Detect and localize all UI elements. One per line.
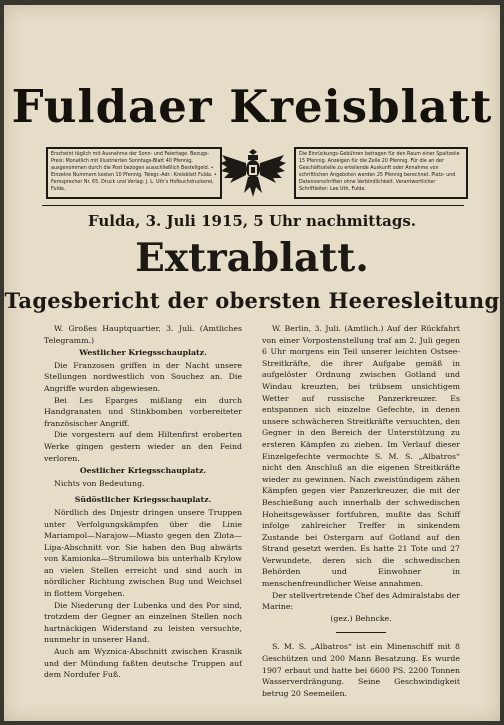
masthead-rule (42, 205, 464, 206)
signature-line: Der stellvertretende Chef des Admiralstabs der Marine: (262, 590, 460, 612)
section-heading-west: Westlicher Kriegsschauplatz. (79, 348, 207, 358)
column-divider (336, 632, 386, 633)
paragraph: Nördlich des Dnjestr dringen unsere Truppen unter Verfolgungskämpfen über die Linie Mariampol—Narajow—Miasto gegen den Zlota—Lipa-Abschnitt vor. Sie haben den Bug abwärts von Kamionka—Strumilowa bis unterhalb Krylow an vielen Stellen erreicht und sind auch in nördlicher Richtung zwischen Bug und Weichsel in flottem Vorgehen. (44, 507, 242, 599)
paragraph: Die vorgestern auf dem Hiltenfirst eroberten Werke gingen gestern wieder an den Feind verloren. (44, 430, 242, 463)
paragraph: Bei Les Eparges mißlang ein durch Handgranaten und Stinkbomben vorbereiteter französischer Angriff. (44, 395, 242, 428)
naval-report: W. Berlin, 3. Juli. (Amtlich.) Auf der Rückfahrt von einer Vorpostenstellung traf am 2. Juli gegen 6 Uhr morgens ein Teil unserer leichten Ostsee-Streitkräfte, die ihrer Aufgabe gemäß in aufgelöster Ordnung zwischen Gotland und Windau kreuzten, bei trübsem unsichtigem Wetter auf russische Panzerkreuzer. Es entspannen sich einzelne Gefechte, in denen unsere schwächeren Streitkräfte versuchten, den Gegner in den Bereich der Unterstützung zu ersteren Kämpfen zu ziehen. Im Verlauf dieser Einzelgefechte vermochte S. M. S. „Albatros“ nicht den Anschluß an die eigenen Streitkräfte wieder zu gewinnen. Nach zweistündigem zähen Kämpfen gegen vier Panzerkreuzer, die mit der Beschießung auch innerhalb der schwedischen Hoheitsgewässer fortfuhren, mußte das Schiff infolge zahlreicher Treffer in sinkendem Zustande bei Ostergarn auf Gotland auf den Strand gesetzt werden. Es hatte 21 Tote und 27 Verwundete, deren sich die schwedischen Behörden und Einwohner in menschenfreundlicher Weise annahmen. (262, 324, 460, 589)
paragraph: Die Niederung der Lubenka und des Por sind, trotzdem der Gegner an einzelnen Stellen noch hartnäckigen Widerstand zu leisten versuchte, nunmehr in unserer Hand. (44, 600, 242, 645)
eagle-emblem-icon (218, 143, 288, 201)
advertising-info-box: Die Einrückungs-Gebühren betragen für den Raum einer Spaltzeile 15 Pfennig. Anzeigen für die Zeile 20 Pfennig. Für die an der Geschäftsstelle zu erteilende Auskunft oder Annahme von schriftlichen Angeboten werden 25 Pfennig berechnet. Platz- und Datenvorschriften ohne Verbindlichkeit. Verantwortlicher Schriftleiter: Lee Uth, Fulda. (294, 147, 468, 199)
main-headline: Tagesbericht der obersten Heeresleitung (4, 288, 500, 313)
dateline: Fulda, 3. Juli 1915, 5 Uhr nachmittags. (87, 212, 417, 230)
subscription-info-box: Erscheint täglich mit Ausnahme der Sonn- und Feiertage. Bezugs-Preis: Monatlich mit illustrierten Sonntags-Blatt 40 Pfennig, ausgenommen durch die Post bezogen ausschließlich Bestellgeld. • Einzelne Nummern kosten 10 Pfennig. Telegr.-Adr.: Kreisblatt Fulda. • Fernsprecher Nr. 65. Druck und Verlag: J. L. Uth's Hofbuchdruckerei, Fulda. (46, 147, 222, 199)
extrablatt-title: Extrablatt. (135, 235, 369, 281)
paragraph: Die Franzosen griffen in der Nacht unsere Stellungen nordwestlich von Souchez an. Die Angriffe wurden abgewiesen. (44, 360, 242, 393)
section-heading-east: Oestlicher Kriegsschauplatz. (79, 466, 207, 476)
newspaper-page (4, 5, 500, 721)
ship-details: S. M. S. „Albatros“ ist ein Minenschiff mit 8 Geschützen und 200 Mann Besatzung. Es wurde 1907 erbaut und hatte bei 6600 PS. 2200 Tonnen Wasserverdrängung. Seine Geschwindigkeit betrug 20 Seemeilen. (262, 642, 460, 698)
paragraph: Auch am Wyznica-Abschnitt zwischen Krasnik und der Mündung faßten deutsche Truppen auf dem Nordufer Fuß. (44, 647, 242, 680)
signature: (gez.) Behncke. (330, 613, 392, 623)
masthead-title: Fuldaer Kreisblatt (11, 80, 493, 133)
right-column (262, 323, 460, 699)
section-heading-southeast: Südöstlicher Kriegsschauplatz. (74, 495, 212, 505)
report-intro: W. Großes Hauptquartier, 3. Juli. (Amtliches Telegramm.) (44, 324, 242, 345)
paragraph: Nichts von Bedeutung. (54, 478, 145, 488)
left-column (44, 323, 242, 681)
